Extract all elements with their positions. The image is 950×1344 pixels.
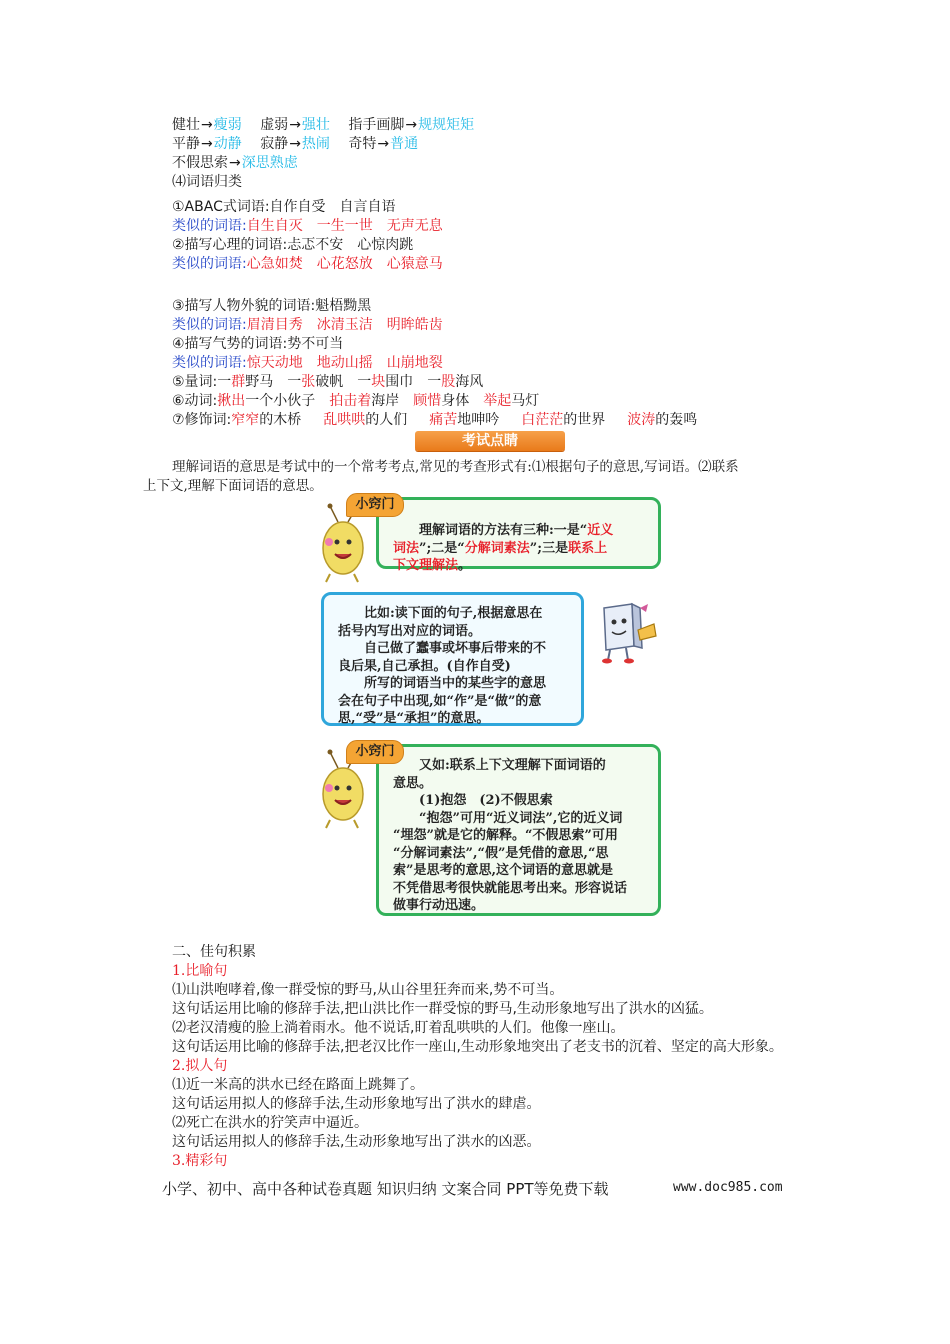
word: 寂静: [260, 136, 289, 152]
classify-modifiers: [172, 411, 697, 430]
tip-line: 意思。: [393, 775, 433, 791]
similar-word: 明眸皓齿: [386, 317, 443, 333]
example-sentence: ⑴近一米高的洪水已经在路面上跳舞了。: [172, 1077, 424, 1093]
antonym-answer: 普通: [390, 136, 419, 152]
antonym-answer: 动静: [213, 136, 242, 152]
verb: 揪出: [217, 393, 246, 409]
tip-tag: 小窍门: [346, 740, 404, 764]
text: 的人们: [365, 412, 408, 428]
tip-line: 不凭借思考很快就能思考出来。形容说话: [393, 880, 628, 896]
similar-word: 自生自灭: [246, 218, 303, 234]
similar-label: 类似的词语:: [172, 355, 247, 371]
antonym-answer: 规规矩矩: [418, 117, 475, 133]
subsection-heading: 3.精彩句: [172, 1153, 228, 1169]
similar-word: 无声无息: [386, 218, 443, 234]
tip-line: “分解词素法”,“假”是凭借的意思,“思: [393, 845, 609, 861]
text: 一: [357, 374, 372, 390]
method-highlight: 下文理解法: [393, 558, 459, 573]
tip-bubble-methods: [376, 497, 661, 573]
text: 一: [287, 374, 302, 390]
example-sentence: ⑵老汉清瘦的脸上淌着雨水。他不说话,盯着乱哄哄的人们。他像一座山。: [172, 1020, 625, 1036]
classify-item-looks: ③描写人物外貌的词语:魁梧黝黑: [172, 298, 372, 314]
text: 一个小伙子: [245, 393, 316, 409]
arrow: →: [201, 136, 213, 152]
antonym-row-1: [172, 116, 474, 135]
verb: 拍击着: [329, 393, 372, 409]
tip-tag: 小窍门: [346, 493, 404, 517]
classify-heading: ⑷词语归类: [172, 174, 242, 190]
classify-verbs: [172, 392, 539, 411]
tip-line: 做事行动迅速。: [393, 898, 485, 913]
verb: 举起: [483, 393, 512, 409]
similar-word: 山崩地裂: [386, 355, 443, 371]
modifier: 乱哄哄: [323, 412, 366, 428]
subsection-heading: 1.比喻句: [172, 963, 228, 979]
word: 虚弱: [260, 117, 289, 133]
example-sentence: ⑴山洪咆哮着,像一群受惊的野马,从山谷里狂奔而来,势不可当。: [172, 982, 564, 998]
similar-word: 惊天动地: [246, 355, 303, 371]
tip-line: “抱怨”可用“近义词法”,它的近义词: [419, 810, 623, 826]
method-highlight: 联系上: [568, 540, 608, 556]
tip-line: 自己做了蠢事或坏事后带来的不: [364, 641, 547, 656]
method-highlight: 近义: [587, 523, 614, 538]
tip-line: 又如:联系上下文理解下面词语的: [419, 758, 606, 773]
similar-word: 心急如焚: [246, 256, 303, 272]
text: 的轰鸣: [655, 412, 698, 428]
antonym-answer: 瘦弱: [213, 117, 242, 133]
example-sentence: ⑵死亡在洪水的狞笑声中逼近。: [172, 1115, 368, 1131]
arrow: →: [201, 117, 213, 133]
tip-line: “埋怨”就是它的解释。“不假思索”可用: [393, 828, 618, 843]
tip-line: 会在句子中出现,如“作”是“做”的意: [338, 693, 542, 709]
arrow: →: [377, 136, 390, 152]
word: 健壮: [172, 117, 200, 133]
exam-intro-line-2: 上下文,理解下面词语的意思。: [143, 478, 323, 494]
text: 的世界: [563, 412, 606, 428]
modifier: 波涛: [627, 412, 656, 428]
text: 身体: [441, 393, 470, 409]
word: 指手画脚: [348, 117, 405, 133]
word: 不假思索: [172, 155, 228, 171]
text: 马灯: [511, 393, 540, 409]
text: 地呻吟: [457, 412, 500, 428]
text: 海岸: [371, 393, 400, 409]
section-heading: 二、佳句积累: [172, 944, 256, 960]
text: ”;三是: [529, 540, 569, 556]
similar-word: 一生一世: [316, 218, 373, 234]
method-highlight: 词法: [393, 540, 420, 556]
text: 理解词语的方法有三种:一是“: [419, 523, 588, 538]
text: 野马: [245, 374, 274, 390]
tip-bubble-context: [376, 744, 661, 916]
word: 奇特: [348, 136, 377, 152]
arrow: →: [229, 155, 241, 171]
antonym-answer: 热闹: [301, 136, 330, 152]
arrow: →: [289, 136, 301, 152]
tip-line: 索”是思考的意思,这个词语的意思就是: [393, 863, 614, 878]
text: 破帆: [315, 374, 344, 390]
tip-line: (1)抱怨 (2)不假思索: [419, 793, 553, 808]
similar-words-abac: [172, 217, 443, 236]
label: ⑥动词:: [172, 393, 218, 409]
sentence-explanation: 这句话运用拟人的修辞手法,生动形象地写出了洪水的凶恶。: [172, 1134, 541, 1150]
tip-line: 括号内写出对应的词语。: [338, 623, 482, 639]
measure-word: 块: [371, 374, 386, 390]
text: 的木桥: [259, 412, 302, 428]
subsection-heading: 2.拟人句: [172, 1058, 228, 1074]
exam-banner: 考试点睛: [415, 431, 565, 451]
label: ⑦修饰词:: [172, 412, 232, 428]
sentence-explanation: 这句话运用比喻的修辞手法,把老汉比作一座山,生动形象地突出了老支书的沉着、坚定的高大形象。: [172, 1039, 783, 1055]
similar-label: 类似的词语:: [172, 218, 247, 234]
text: ”;二是“: [419, 540, 465, 556]
modifier: 白茫茫: [521, 412, 564, 428]
similar-label: 类似的词语:: [172, 256, 247, 272]
antonym-row-3: [172, 154, 298, 173]
similar-words-looks: [172, 316, 443, 335]
book-mascot-icon: [594, 602, 658, 664]
similar-word: 心猿意马: [386, 256, 443, 272]
antonym-answer: 强壮: [301, 117, 330, 133]
sentence-explanation: 这句话运用比喻的修辞手法,把山洪比作一群受惊的野马,生动形象地写出了洪水的凶猛。: [172, 1001, 713, 1017]
footer-url[interactable]: www.doc985.com: [673, 1180, 783, 1195]
arrow: →: [405, 117, 418, 133]
similar-word: 心花怒放: [316, 256, 373, 272]
modifier: 窄窄: [231, 412, 260, 428]
similar-words-momentum: [172, 354, 443, 373]
similar-word: 地动山摇: [316, 355, 373, 371]
measure-word: 张: [301, 374, 316, 390]
similar-word: 冰清玉洁: [316, 317, 373, 333]
modifier: 痛苦: [429, 412, 458, 428]
footer-text: 小学、初中、高中各种试卷真题 知识归纳 文案合同 PPT等免费下载: [162, 1180, 609, 1198]
word: 平静: [172, 136, 200, 152]
text: 围巾: [385, 374, 414, 390]
classify-item-mind: ②描写心理的词语:忐忑不安 心惊肉跳: [172, 237, 414, 253]
text: 海风: [455, 374, 484, 390]
label: ⑤量词:: [172, 374, 218, 390]
exam-intro-line-1: 理解词语的意思是考试中的一个常考考点,常见的考查形式有:⑴根据句子的意思,写词语。⑵联系: [172, 459, 739, 475]
similar-label: 类似的词语:: [172, 317, 247, 333]
tip-line: 良后果,自己承担。(自作自受): [338, 658, 511, 674]
tip-line: 思,“受”是“承担”的意思。: [338, 711, 490, 726]
classify-measure-words: [172, 373, 483, 392]
arrow: →: [289, 117, 301, 133]
tip-bubble-example: [321, 592, 584, 726]
measure-word: 股: [441, 374, 456, 390]
text: 。: [458, 558, 472, 573]
tip-line: 比如:读下面的句子,根据意思在: [364, 606, 543, 621]
method-highlight: 分解词素法: [464, 540, 530, 556]
antonym-answer: 深思熟虑: [241, 155, 298, 171]
verb: 顾惜: [413, 393, 442, 409]
tip-line: 所写的词语当中的某些字的意思: [364, 676, 547, 691]
text: 一: [217, 374, 232, 390]
classify-item-momentum: ④描写气势的词语:势不可当: [172, 336, 344, 352]
classify-item-abac: ①ABAC式词语:自作自受 自言自语: [172, 199, 396, 215]
text: 一: [427, 374, 442, 390]
similar-word: 眉清目秀: [246, 317, 303, 333]
antonym-row-2: [172, 135, 418, 154]
sentence-explanation: 这句话运用拟人的修辞手法,生动形象地写出了洪水的肆虐。: [172, 1096, 541, 1112]
similar-words-mind: [172, 255, 443, 274]
measure-word: 群: [231, 374, 246, 390]
